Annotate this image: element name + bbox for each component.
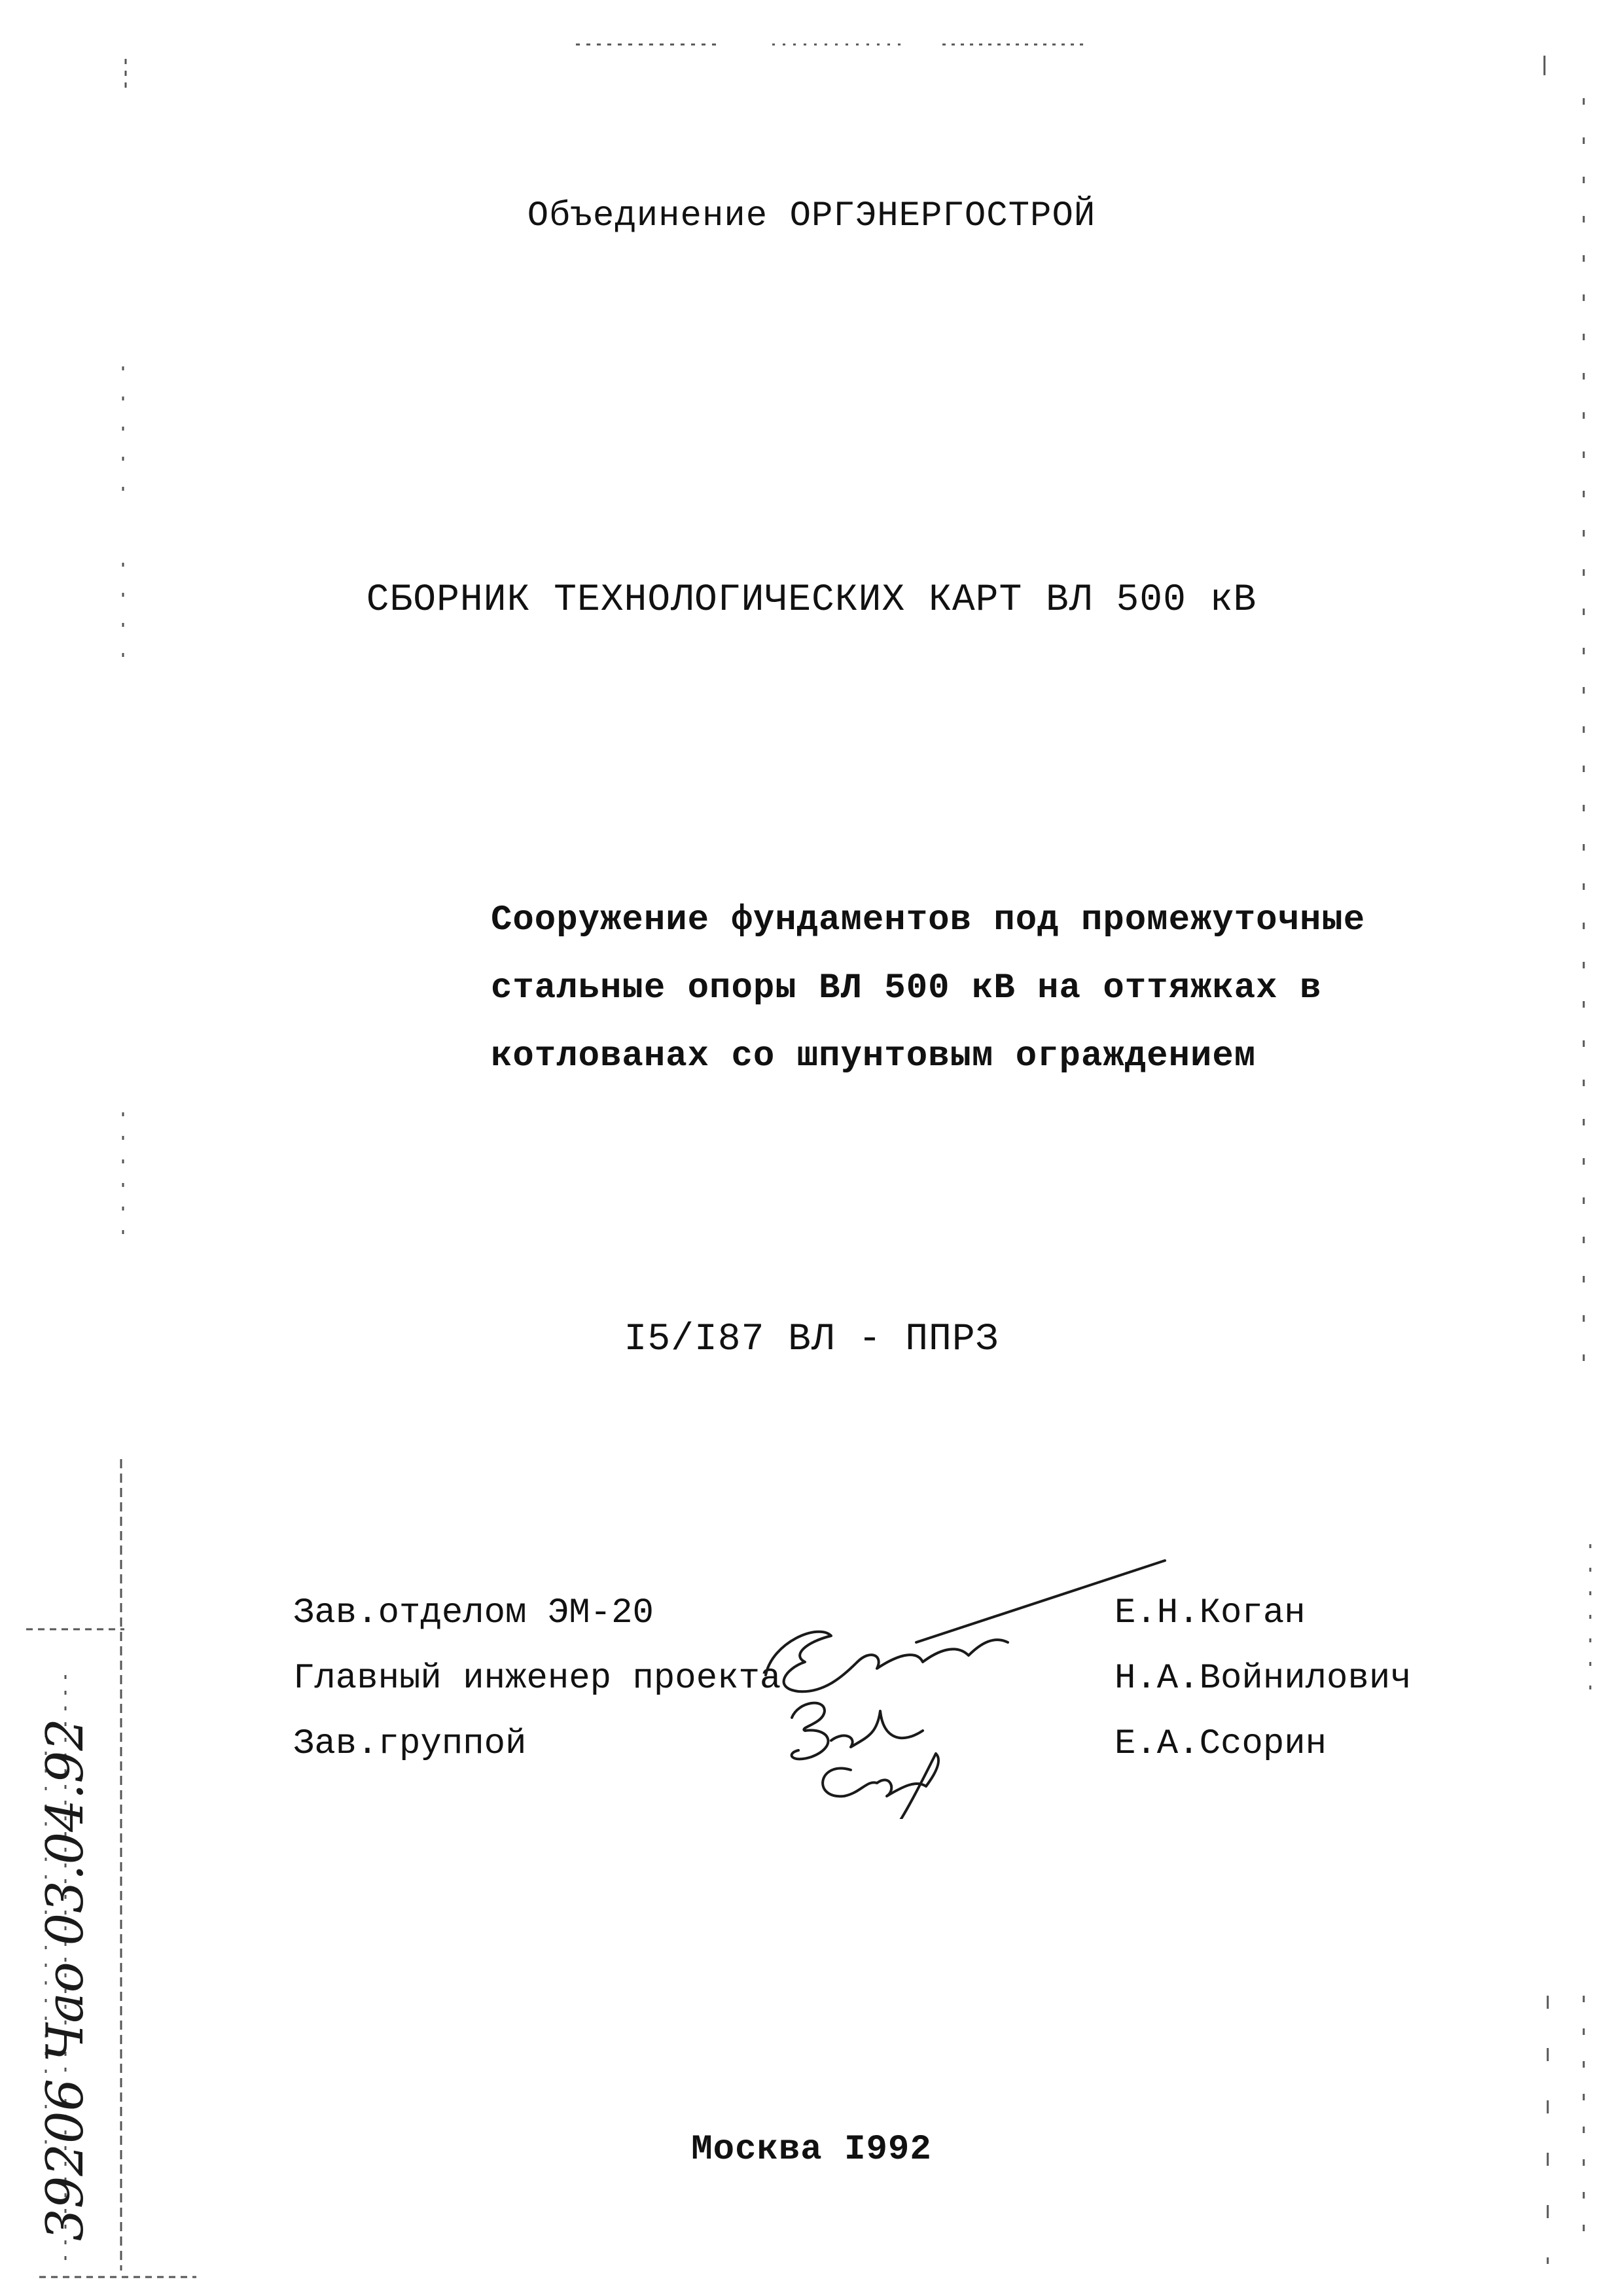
subject-line: котлованах со шпунтовым ограждением (491, 1036, 1257, 1076)
signatory-role: Зав.отделом ЭМ-20 (293, 1593, 654, 1633)
document-subject (491, 887, 1472, 1091)
signatory-role: Зав.группой (293, 1724, 527, 1764)
signature-kogan (766, 1632, 857, 1691)
archive-stamp: 39206 Чао 03.04.92 (36, 1718, 95, 2241)
signature-kogan-flourish (916, 1561, 1165, 1642)
signature-kogan-tail (857, 1640, 1008, 1669)
subject-line: Сооружение фундаментов под промежуточные (491, 900, 1366, 940)
signature-voinilovich (792, 1703, 829, 1759)
signatory-name: Е.А.Ссорин (1115, 1724, 1327, 1764)
signature-ssorin (823, 1754, 938, 1819)
handwritten-signatures (746, 1544, 1204, 1819)
signatory-name: Н.А.Войнилович (1115, 1659, 1412, 1699)
signature-voinilovich-tail (831, 1711, 923, 1747)
subject-line: стальные опоры ВЛ 500 кВ на оттяжках в (491, 968, 1322, 1008)
signatory-name: Е.Н.Коган (1115, 1593, 1306, 1633)
document-code: I5/I87 ВЛ - ППРЗ (624, 1318, 999, 1361)
signatory-role: Главный инженер проекта (293, 1659, 781, 1699)
place-year: Москва I992 (691, 2130, 932, 2170)
organization-name: Объединение ОРГЭНЕРГОСТРОЙ (527, 196, 1096, 236)
collection-title: СБОРНИК ТЕХНОЛОГИЧЕСКИХ КАРТ ВЛ 500 кВ (366, 579, 1257, 622)
